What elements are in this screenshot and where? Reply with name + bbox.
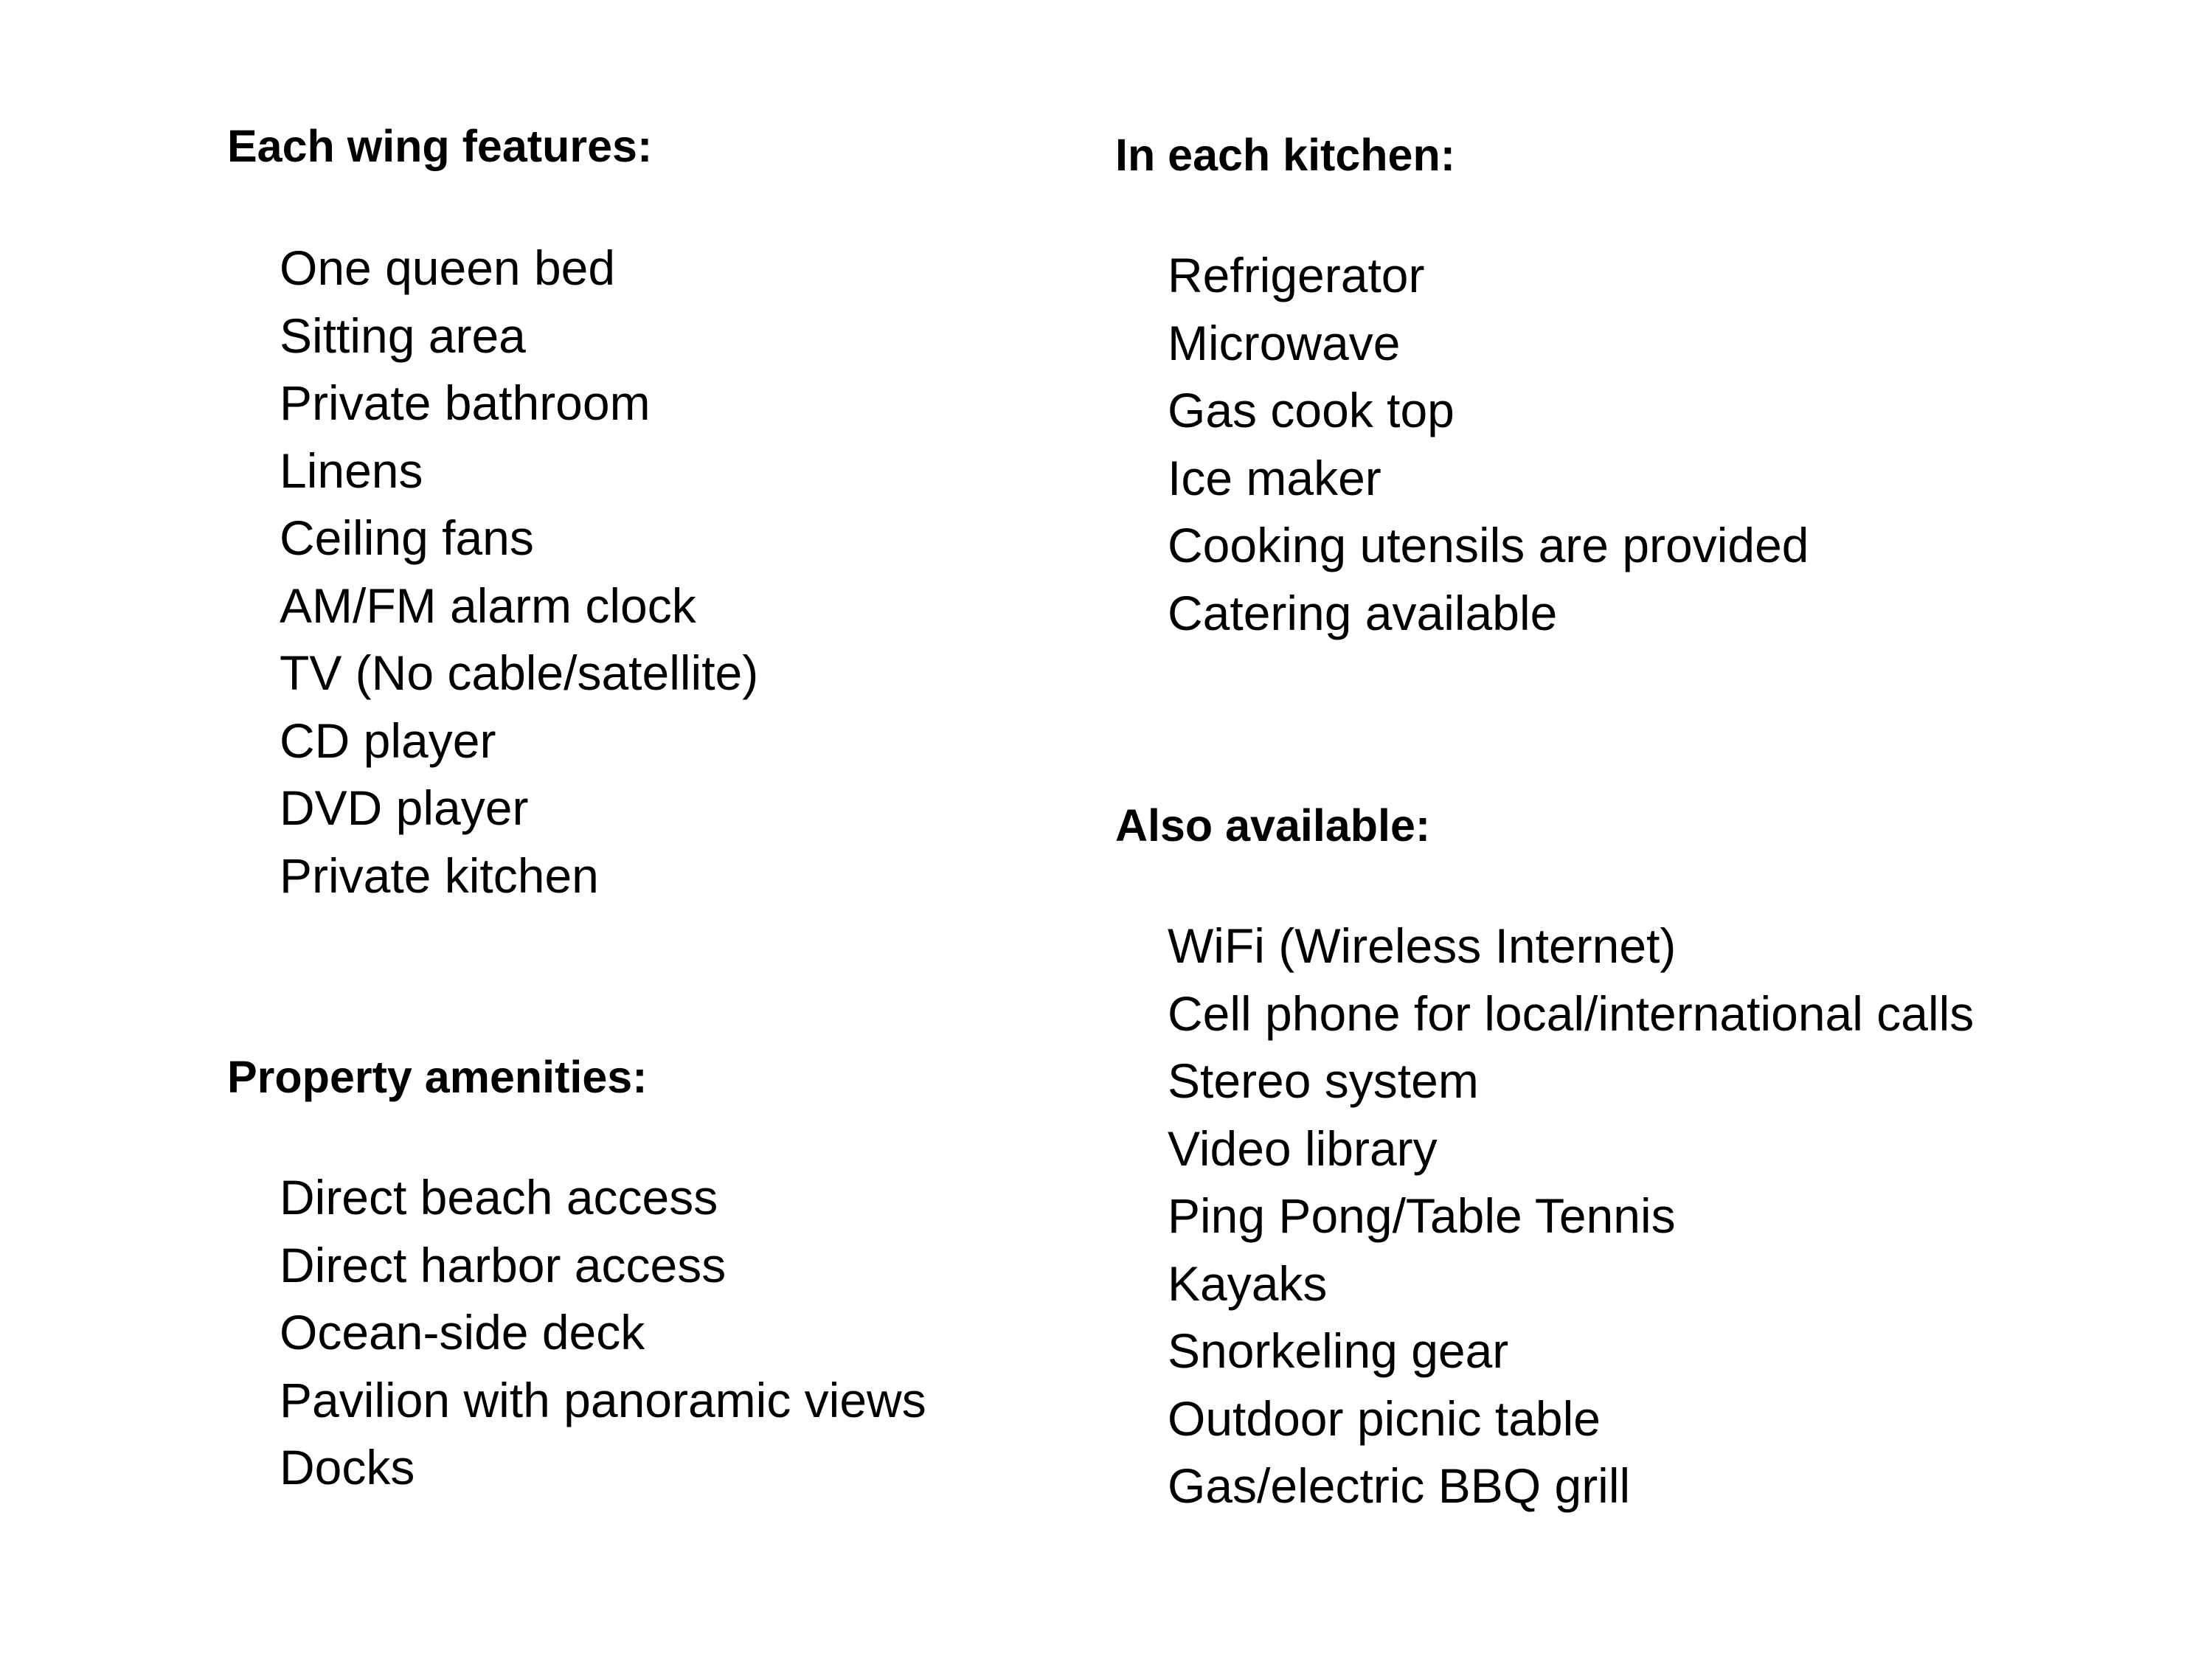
section-also-available [1115, 799, 1974, 1520]
list-item: Direct harbor access [280, 1237, 727, 1292]
list-item: Outdoor picnic table [1168, 1390, 1601, 1446]
list-item: One queen bed [280, 240, 616, 295]
list-item: Gas/electric BBQ grill [1168, 1458, 1631, 1513]
list-item: Stereo system [1168, 1053, 1479, 1108]
list-item: Microwave [1168, 315, 1401, 370]
amenity-list [227, 1164, 926, 1502]
section-heading: Property amenities: [227, 1052, 648, 1102]
list-item: Private bathroom [280, 375, 651, 430]
section-heading: Each wing features: [227, 121, 653, 171]
list-item: Ocean-side deck [280, 1305, 645, 1360]
feature-list [227, 235, 758, 910]
section-heading: In each kitchen: [1115, 130, 1456, 180]
list-item: Direct beach access [280, 1170, 718, 1225]
list-item: CD player [280, 713, 496, 768]
list-item: Catering available [1168, 585, 1558, 640]
list-item: Ice maker [1168, 450, 1381, 505]
list-item: WiFi (Wireless Internet) [1168, 918, 1677, 973]
list-item: DVD player [280, 780, 529, 835]
list-item: Sitting area [280, 308, 526, 363]
list-item: Ceiling fans [280, 510, 534, 565]
list-item: Pavilion with panoramic views [280, 1372, 926, 1427]
list-item: Cooking utensils are provided [1168, 518, 1809, 572]
list-item: Refrigerator [1168, 248, 1425, 302]
list-item: Ping Pong/Table Tennis [1168, 1188, 1676, 1243]
list-item: TV (No cable/satellite) [280, 645, 759, 700]
section-property-amenities [227, 1050, 926, 1502]
list-item: Linens [280, 443, 423, 498]
list-item: Private kitchen [280, 848, 599, 903]
list-item: Kayaks [1168, 1255, 1328, 1311]
list-item: AM/FM alarm clock [280, 578, 696, 633]
list-item: Cell phone for local/international calls [1168, 986, 1974, 1041]
list-item: Gas cook top [1168, 383, 1455, 437]
list-item: Docks [280, 1440, 415, 1495]
list-item: Video library [1168, 1121, 1438, 1176]
section-heading: Also available: [1115, 800, 1431, 851]
section-wing-features [227, 120, 758, 910]
available-list [1115, 912, 1974, 1520]
section-kitchen [1115, 128, 1809, 647]
list-item: Snorkeling gear [1168, 1323, 1509, 1378]
kitchen-list [1115, 242, 1809, 647]
